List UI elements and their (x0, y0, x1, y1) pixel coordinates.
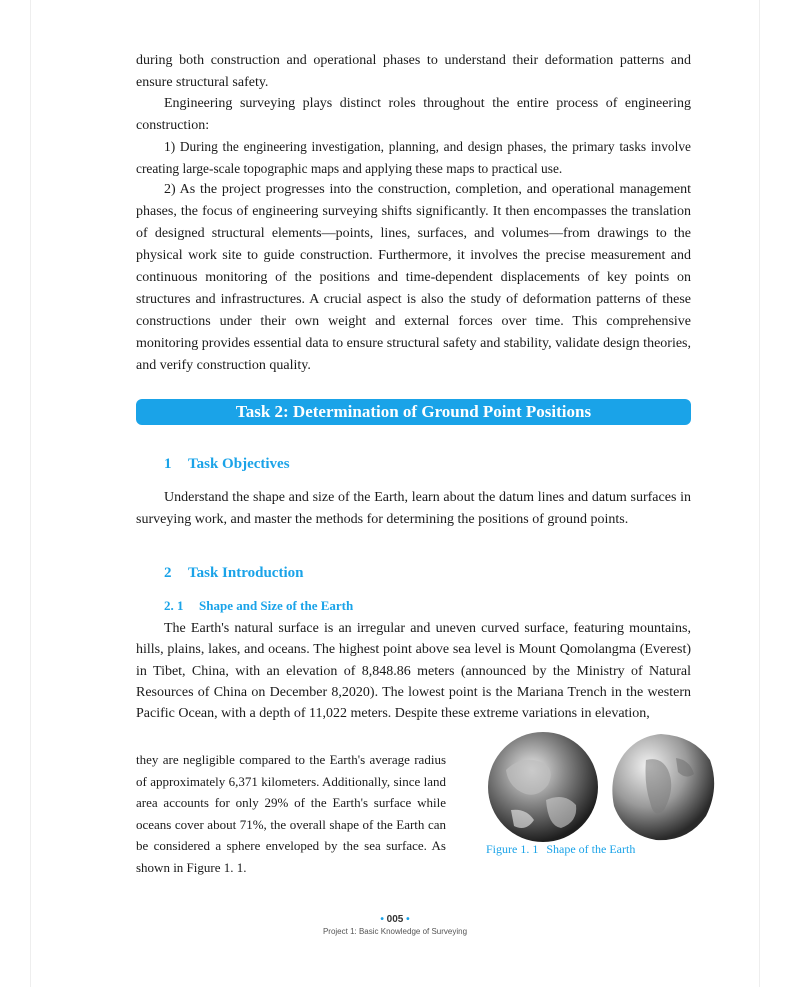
figure-label: Figure 1. 1 (486, 842, 539, 856)
paragraph: Understand the shape and size of the Earth, learn about the datum lines and datum surfaces in surveying work, and master the methods for determining the positions of ground points. (136, 490, 691, 527)
objectives-text-block (136, 487, 691, 531)
paragraph: 1) During the engineering investigation, planning, and design phases, the primary tasks involve creating large-scale topographic maps and applying these maps to practical use. (136, 139, 691, 176)
subsection-title: Shape and Size of the Earth (199, 598, 354, 613)
section-title: Task Introduction (188, 565, 304, 581)
wrapped-text-block (136, 749, 446, 878)
geoid-model-icon (606, 730, 721, 845)
dot-icon: • (406, 914, 410, 925)
figure-earth-shape (456, 730, 696, 860)
paragraph: Engineering surveying plays distinct roles throughout the entire process of engineering construction: (136, 96, 691, 133)
earth-globe-icon (486, 730, 601, 845)
paragraph: they are negligible compared to the Earth's average radius of approximately 6,371 kilometers. Additionally, since land area accounts for only 29% of the Earth's surface while oceans cover about 71%, the overall shape of the Earth can be considered a sphere enveloped by the sea surface. As shown in Figure 1. 1. (136, 752, 446, 875)
figure-caption (486, 842, 635, 857)
paragraph: 2) As the project progresses into the construction, completion, and operational management phases, the focus of engineering surveying shifts significantly. It then encompasses the translation of designed structural elements—points, lines, surfaces, and volumes—from drawings to the physical work site to guide construction. Furthermore, it involves the precise measurement and continuous monitoring of the positions and time-dependent displacements of key points on structures and infrastructures. A crucial aspect is also the study of deformation patterns of these constructions under their own weight and external forces over time. This comprehensive monitoring provides essential data to ensure structural safety and stability, validate design theories, and verify construction quality. (136, 182, 691, 373)
running-title: Project 1: Basic Knowledge of Surveying (322, 927, 468, 936)
task-banner: Task 2: Determination of Ground Point Positions (136, 399, 691, 425)
subsection-number: 2. 1 (164, 598, 184, 613)
subsection-heading (164, 598, 353, 614)
paragraph: during both construction and operational phases to understand their deformation patterns and ensure structural safety. (136, 53, 691, 90)
document-page (30, 0, 760, 987)
section-title: Task Objectives (188, 456, 290, 472)
dot-icon: • (380, 914, 384, 925)
section-heading-objectives (164, 456, 290, 473)
section-heading-introduction (164, 565, 303, 582)
figure-caption-text: Shape of the Earth (546, 842, 636, 856)
paragraph: The Earth's natural surface is an irregular and uneven curved surface, featuring mountains, hills, plains, lakes, and oceans. The highest point above sea level is Mount Qomolangma (Everest) in Tibet, China, with an elevation of 8,848.86 meters (announced by the Ministry of Natural Resources of China on December 8,2020). The lowest point is the Mariana Trench in the western Pacific Ocean, with a depth of 11,022 meters. Despite these extreme variations in elevation, (136, 621, 691, 722)
section-number: 2 (164, 565, 172, 581)
page-footer (31, 914, 759, 936)
subsection-text-block (136, 618, 691, 724)
section-number: 1 (164, 456, 172, 472)
page-number (31, 914, 759, 925)
intro-paragraphs (136, 50, 691, 377)
page-number-text: 005 (386, 914, 404, 925)
